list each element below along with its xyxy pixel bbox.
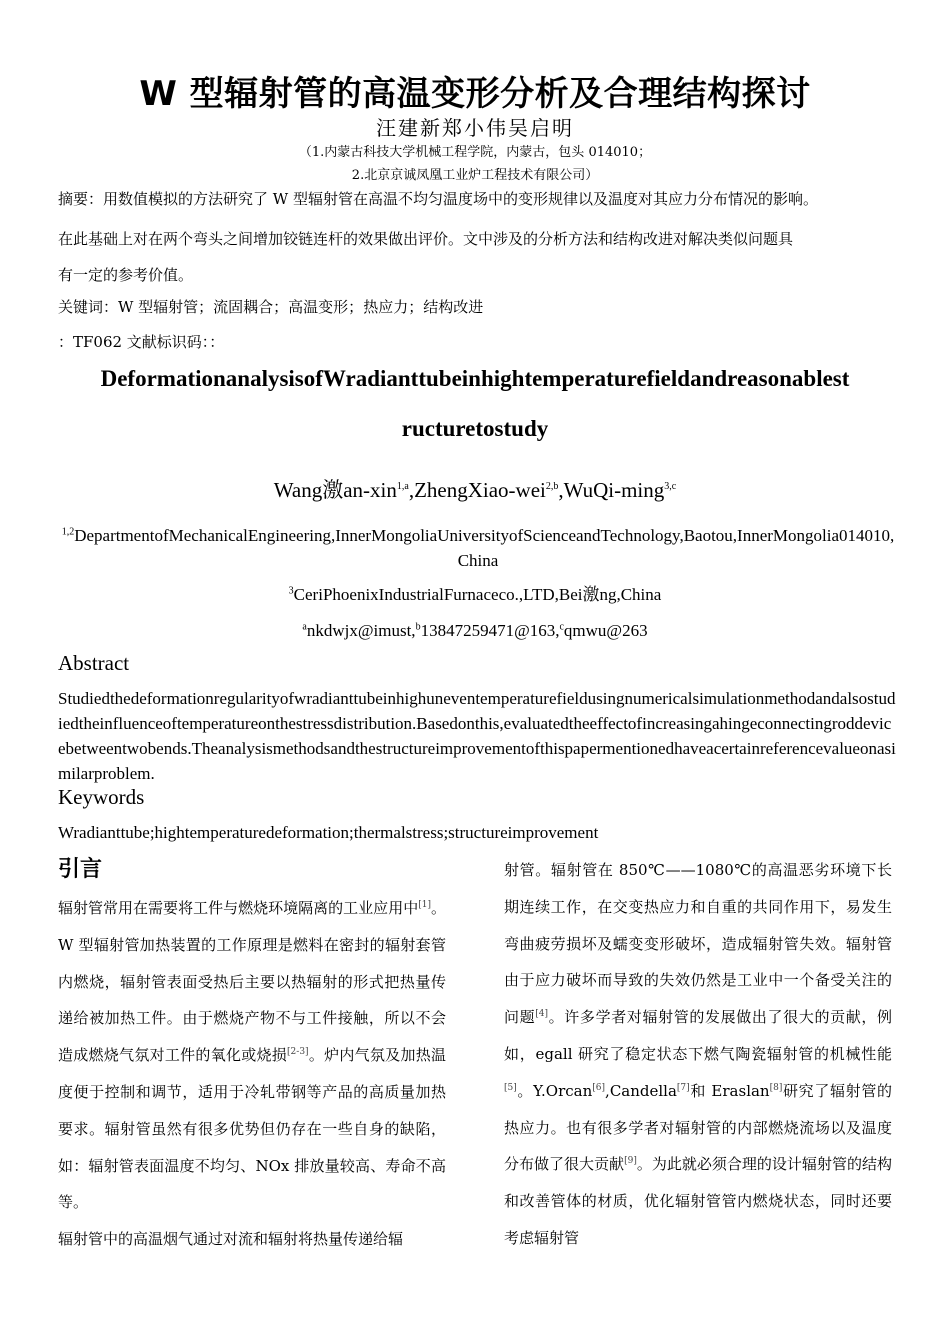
abstract-cn-line-1: 摘要：用数值模拟的方法研究了 W 型辐射管在高温不均匀温度场中的变形规律以及温度对其应力分布情况的影响。 <box>58 190 818 208</box>
citation-6: [6] <box>592 1082 606 1093</box>
title-en-line-2: ructuretostudy <box>401 416 549 441</box>
email-c-sup: c <box>559 621 564 633</box>
affiliation-en-1-sup: 1,2 <box>61 526 75 538</box>
affiliation-en-1 <box>58 523 898 573</box>
abstract-cn-line-3: 有一定的参考价值。 <box>58 266 194 284</box>
intro-p1-text-b: 。W 型辐射管加热装置的工作原理是燃料在密封的辐射套管内燃烧，辐射管表面受热后主要以热辐射的形式把热量传递给被加热工件。由于燃烧产物不与工件接触，所以不会造成燃烧气氛对工件的氧化或烧损 <box>58 899 446 1065</box>
author-emails <box>0 618 950 643</box>
affiliation-en-2-sup: 3 <box>288 585 294 597</box>
right-text-2: 。许多学者对辐射管的发展做出了很大的贡献，例如，egall 研究了稳定状态下燃气陶瓷辐射管的机械性能 <box>504 1008 892 1063</box>
paper-title: W 型辐射管的高温变形分析及合理结构探讨 <box>139 74 811 114</box>
intro-right-column <box>504 852 892 1257</box>
author-3: ,WuQi-ming <box>558 478 665 502</box>
citation-7: [7] <box>676 1082 690 1093</box>
right-text-6: 研究了辐射管的热应力。也有很多学者对辐射管的内部燃烧流场以及温度分布做了很大贡献 <box>504 1081 892 1174</box>
author-1: Wang激an-xin <box>273 478 397 502</box>
right-text-7: 。为此就必须合理的设计辐射管的结构和改善管体的材质，优化辐射管管内燃烧状态，同时还要考虑辐射管 <box>504 1155 892 1247</box>
email-a-sup: a <box>302 621 307 633</box>
citation-9: [9] <box>624 1156 637 1167</box>
citation-1: [1] <box>418 900 431 910</box>
right-text-5: 和 Eraslan <box>689 1081 770 1100</box>
intro-p1-text-c: 。炉内气氛及加热温度便于控制和调节，适用于冷轧带钢等产品的高质量加热要求。辐射管虽然有很多优势但仍存在一些自身的缺陷，如：辐射管表面温度不均匀、NOx 排放量较高、寿命不高等。 <box>58 1046 446 1212</box>
email-a: nkdwjx@imust, <box>306 621 416 640</box>
keywords-en: Wradianttube;hightemperaturedeformation;thermalstress;structureimprovement <box>58 823 599 842</box>
affiliation-en-2-text: CeriPhoenixIndustrialFurnaceco.,LTD,Bei激ng,China <box>293 585 662 604</box>
email-b: 13847259471@163, <box>420 621 560 640</box>
right-text-4: ,Candella <box>605 1081 677 1100</box>
author-3-sup: 3,c <box>664 481 677 492</box>
author-2: ,ZhengXiao-wei <box>408 478 546 502</box>
intro-p1-text-a: 辐射管常用在需要将工件与燃烧环境隔离的工业应用中 <box>58 899 419 917</box>
right-text-3: 。Y.Orcan <box>516 1081 593 1100</box>
email-b-sup: b <box>415 621 421 633</box>
citation-4: [4] <box>535 1009 549 1020</box>
intro-heading: 引言 <box>58 857 103 882</box>
citation-8: [8] <box>769 1082 783 1093</box>
keywords-heading: Keywords <box>58 785 145 809</box>
classification-line: ：TF062 文献标识码：： <box>58 333 225 351</box>
affiliation-cn-2: 2.北京京诚凤凰工业炉工程技术有限公司） <box>351 168 599 183</box>
abstract-cn-line-2: 在此基础上对在两个弯头之间增加铰链连杆的效果做出评价。文中涉及的分析方法和结构改进对解决类似问题具 <box>58 230 794 248</box>
author-1-sup: 1,a <box>396 481 409 492</box>
authors-en <box>0 474 950 504</box>
abstract-en: Studiedthedeformationregularityofwradianttubeinhighuneventemperaturefieldusingnumericalsimulationmethodandalsostudiedtheinfluenceoftemperatureonthestressdistribution.Basedonthis,evaluatedtheeffectofincreasingahingeconnectingroddevicebetweentwobends.Theanalysismethodsandthestructureimprovementofthispapermentionedhaveacertainreferencevalueonasimilarproblem. <box>58 689 896 783</box>
title-en-line-1: DeformationanalysisofWradianttubeinhightemperaturefieldandreasonablest <box>100 366 850 391</box>
keywords-cn: 关键词：W 型辐射管；流固耦合；高温变形；热应力；结构改进 <box>58 298 484 316</box>
affiliation-cn-1: （1.内蒙古科技大学机械工程学院，内蒙古，包头 014010； <box>298 145 652 160</box>
intro-paragraph-2: 辐射管中的高温烟气通过对流和辐射将热量传递给辐 <box>58 1230 404 1249</box>
affiliation-en-2 <box>0 582 950 607</box>
email-c: qmwu@263 <box>563 621 648 640</box>
affiliation-en-1-text: DepartmentofMechanicalEngineering,InnerMongoliaUniversityofScienceandTechnology,Baotou,InnerMongolia014010,China <box>74 526 895 570</box>
intro-paragraph-1 <box>58 890 446 1221</box>
intro-left-column <box>58 890 446 1258</box>
right-text-1: 射管。辐射管在 850℃——1080℃的高温恶劣环境下长期连续工作，在交变热应力和自重的共同作用下，易发生弯曲疲劳损坏及蠕变变形破坏，造成辐射管失效。辐射管由于应力破坏而导致的失效仍然是工业中一个备受关注的问题 <box>504 861 892 1027</box>
author-2-sup: 2,b <box>545 481 559 492</box>
abstract-heading: Abstract <box>58 651 130 675</box>
authors-cn: 汪建新郑小伟吴启明 <box>376 116 574 140</box>
citation-5: [5] <box>504 1082 517 1093</box>
citation-2-3: [2-3] <box>287 1047 309 1058</box>
